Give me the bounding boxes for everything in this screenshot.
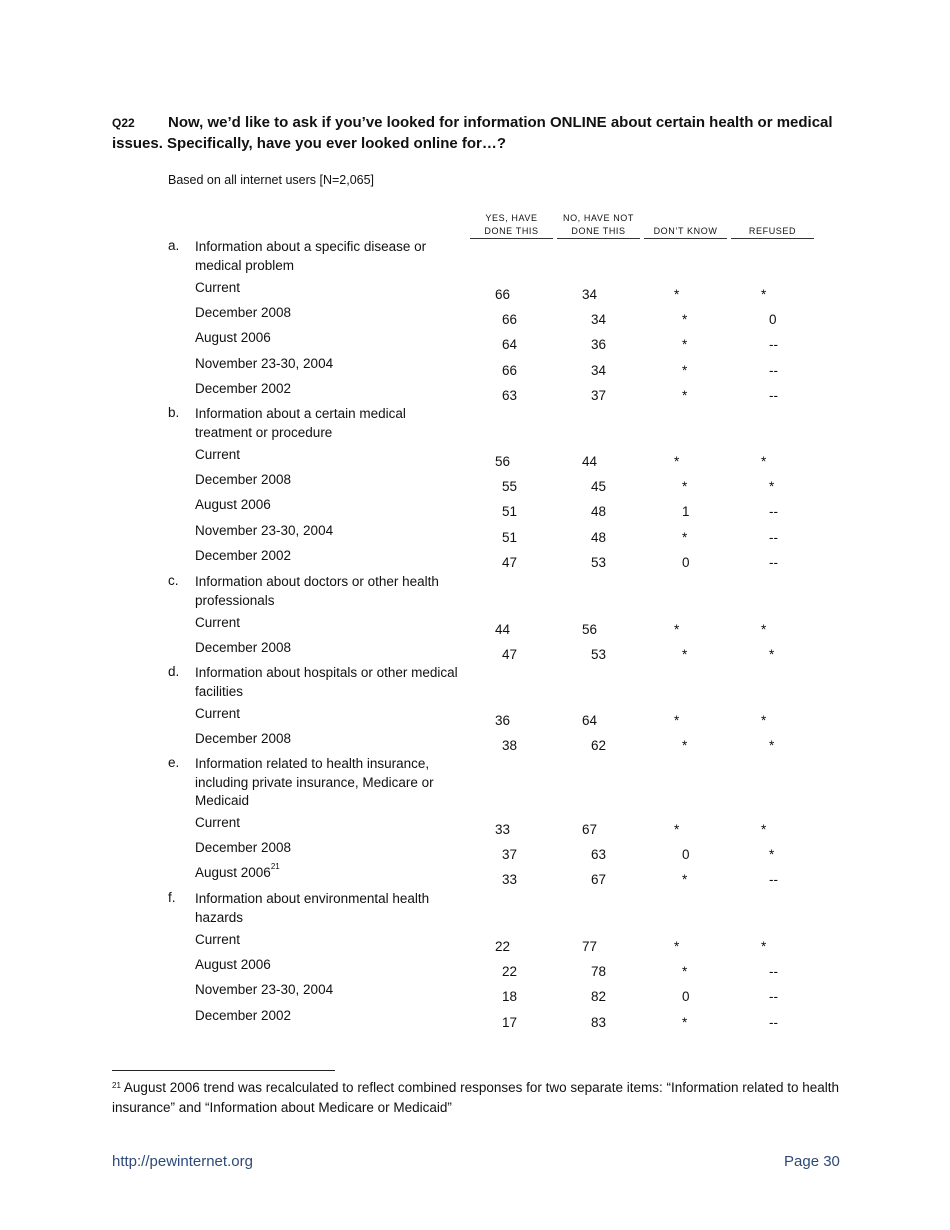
cell-yes: 47	[502, 554, 518, 570]
cell-no: 34	[591, 362, 607, 378]
cell-dk: 0	[682, 554, 690, 570]
cell-dk: *	[674, 287, 680, 302]
cell-ref: --	[769, 989, 778, 1005]
item-description: Information related to health insurance, including private insurance, Medicare or Medicaid	[195, 756, 434, 808]
row-label	[195, 305, 291, 320]
row-label	[195, 957, 271, 972]
row-label	[195, 815, 240, 830]
cell-no: 64	[582, 713, 598, 728]
cell-dk: *	[682, 529, 688, 545]
footnote	[112, 1078, 842, 1118]
cell-no: 63	[591, 847, 607, 863]
cell-yes: 55	[502, 479, 518, 495]
row-label-text: December 2008	[195, 472, 292, 488]
cell-yes: 22	[502, 964, 518, 980]
cell-ref: *	[761, 939, 767, 954]
row-label-text: August 2006	[195, 497, 271, 513]
row-label	[195, 472, 291, 487]
row-label-text: Current	[195, 932, 241, 947]
footnote-number: 21	[112, 1081, 121, 1090]
cell-ref: *	[761, 713, 767, 728]
cell-yes: 66	[502, 312, 518, 328]
row-label	[195, 706, 240, 721]
cell-dk: *	[682, 387, 688, 403]
item-letter: f.	[168, 890, 176, 905]
cell-ref: *	[761, 622, 767, 637]
row-label-text: August 2006	[195, 865, 271, 881]
row-label	[195, 447, 240, 462]
cell-ref: --	[769, 872, 778, 888]
cell-yes: 66	[502, 362, 518, 378]
row-label	[195, 280, 240, 295]
cell-yes: 36	[495, 713, 511, 728]
cell-yes: 47	[502, 647, 518, 663]
page-number: Page 30	[784, 1153, 840, 1170]
cell-no: 34	[591, 312, 607, 328]
cell-dk: *	[682, 964, 688, 980]
item-description: Information about hospitals or other medical facilities	[195, 665, 458, 699]
cell-dk: *	[682, 337, 688, 353]
row-label-text: November 23-30, 2004	[195, 355, 334, 371]
cell-dk: *	[682, 872, 688, 888]
cell-ref: *	[769, 738, 775, 754]
cell-no: 82	[591, 989, 607, 1005]
cell-dk: 0	[682, 847, 690, 863]
cell-yes: 37	[502, 847, 518, 863]
cell-yes: 38	[502, 738, 518, 754]
question-text-content: Now, we’d like to ask if you’ve looked for information ONLINE about certain health or medical issues. Specifically, have you ever looked online for…?	[112, 114, 833, 152]
site-url-link[interactable]: http://pewinternet.org	[112, 1153, 253, 1170]
cell-dk: *	[682, 1014, 688, 1030]
cell-ref: --	[769, 554, 778, 570]
row-label-text: Current	[195, 706, 241, 721]
row-label	[195, 840, 291, 855]
cell-yes: 33	[495, 822, 511, 837]
item-letter: d.	[168, 664, 180, 679]
item-description: Information about a certain medical treatment or procedure	[195, 406, 406, 440]
cell-ref: *	[761, 454, 767, 469]
cell-yes: 33	[502, 872, 518, 888]
cell-ref: *	[761, 287, 767, 302]
item-letter: b.	[168, 405, 180, 420]
column-header-refused: REFUSED	[731, 212, 814, 239]
cell-no: 67	[582, 822, 598, 837]
row-label	[195, 615, 240, 630]
cell-ref: *	[769, 847, 775, 863]
footnote-ref: 21	[270, 862, 280, 872]
cell-ref: --	[769, 362, 778, 378]
row-label-text: August 2006	[195, 330, 271, 346]
cell-no: 78	[591, 964, 607, 980]
row-label	[195, 862, 280, 881]
row-label-text: Current	[195, 815, 241, 830]
cell-yes: 56	[495, 454, 511, 469]
row-label-text: November 23-30, 2004	[195, 982, 334, 998]
cell-ref: --	[769, 504, 778, 520]
cell-ref: --	[769, 529, 778, 545]
cell-dk: *	[682, 738, 688, 754]
cell-ref: --	[769, 1014, 778, 1030]
row-label-text: December 2002	[195, 1007, 292, 1023]
cell-no: 62	[591, 738, 607, 754]
question-text	[112, 112, 842, 154]
cell-ref: *	[769, 479, 775, 495]
row-label	[195, 497, 271, 512]
row-label-text: December 2008	[195, 731, 292, 747]
row-label-text: November 23-30, 2004	[195, 522, 334, 538]
cell-no: 67	[591, 872, 607, 888]
cell-dk: *	[674, 454, 680, 469]
item-description: Information about environmental health hazards	[195, 891, 430, 925]
row-label-text: December 2002	[195, 547, 292, 563]
cell-yes: 64	[502, 337, 518, 353]
cell-no: 56	[582, 622, 598, 637]
question-number: Q22	[112, 116, 135, 130]
base-note: Based on all internet users [N=2,065]	[168, 173, 375, 187]
footnote-rule	[112, 1070, 335, 1071]
cell-no: 53	[591, 554, 607, 570]
row-label	[195, 932, 240, 947]
cell-dk: *	[682, 479, 688, 495]
cell-no: 53	[591, 647, 607, 663]
cell-no: 77	[582, 939, 598, 954]
cell-yes: 51	[502, 504, 518, 520]
cell-ref: 0	[769, 312, 777, 328]
row-label	[195, 356, 333, 371]
row-label-text: December 2008	[195, 840, 292, 856]
row-label-text: December 2008	[195, 640, 292, 656]
cell-no: 83	[591, 1014, 607, 1030]
row-label	[195, 381, 291, 396]
cell-dk: *	[674, 713, 680, 728]
row-label	[195, 731, 291, 746]
cell-dk: 0	[682, 989, 690, 1005]
cell-dk: *	[682, 647, 688, 663]
cell-dk: *	[682, 312, 688, 328]
row-label	[195, 330, 271, 345]
cell-dk: *	[674, 939, 680, 954]
cell-dk: *	[674, 822, 680, 837]
cell-yes: 17	[502, 1014, 518, 1030]
cell-dk: *	[682, 362, 688, 378]
cell-ref: --	[769, 387, 778, 403]
row-label-text: August 2006	[195, 957, 271, 973]
cell-dk: *	[674, 622, 680, 637]
cell-yes: 51	[502, 529, 518, 545]
item-letter: a.	[168, 238, 180, 253]
cell-ref: *	[761, 822, 767, 837]
row-label-text: Current	[195, 447, 241, 462]
cell-no: 48	[591, 504, 607, 520]
footnote-text: August 2006 trend was recalculated to reflect combined responses for two separate items: “Information related to health insurance” and “Information about Medicare or Medicaid”	[112, 1080, 840, 1115]
cell-yes: 22	[495, 939, 511, 954]
row-label-text: Current	[195, 615, 241, 630]
row-label	[195, 548, 291, 563]
column-header-no: NO, HAVE NOT DONE THIS	[557, 212, 640, 239]
column-header-yes: YES, HAVE DONE THIS	[470, 212, 553, 239]
row-label-text: December 2002	[195, 380, 292, 396]
cell-yes: 63	[502, 387, 518, 403]
cell-no: 48	[591, 529, 607, 545]
item-letter: e.	[168, 755, 180, 770]
item-description: Information about a specific disease or medical problem	[195, 239, 427, 273]
column-header-dont-know: DON’T KNOW	[644, 212, 727, 239]
row-label-text: December 2008	[195, 305, 292, 321]
row-label-text: Current	[195, 280, 241, 295]
cell-no: 44	[582, 454, 598, 469]
row-label	[195, 640, 291, 655]
cell-no: 36	[591, 337, 607, 353]
cell-dk: 1	[682, 504, 690, 520]
row-label	[195, 982, 333, 997]
cell-no: 34	[582, 287, 598, 302]
cell-ref: *	[769, 647, 775, 663]
cell-yes: 66	[495, 287, 511, 302]
cell-no: 37	[591, 387, 607, 403]
item-letter: c.	[168, 573, 179, 588]
item-description: Information about doctors or other health professionals	[195, 574, 439, 608]
cell-ref: --	[769, 337, 778, 353]
row-label	[195, 523, 333, 538]
cell-yes: 44	[495, 622, 511, 637]
cell-no: 45	[591, 479, 607, 495]
cell-yes: 18	[502, 989, 518, 1005]
cell-ref: --	[769, 964, 778, 980]
row-label	[195, 1008, 291, 1023]
